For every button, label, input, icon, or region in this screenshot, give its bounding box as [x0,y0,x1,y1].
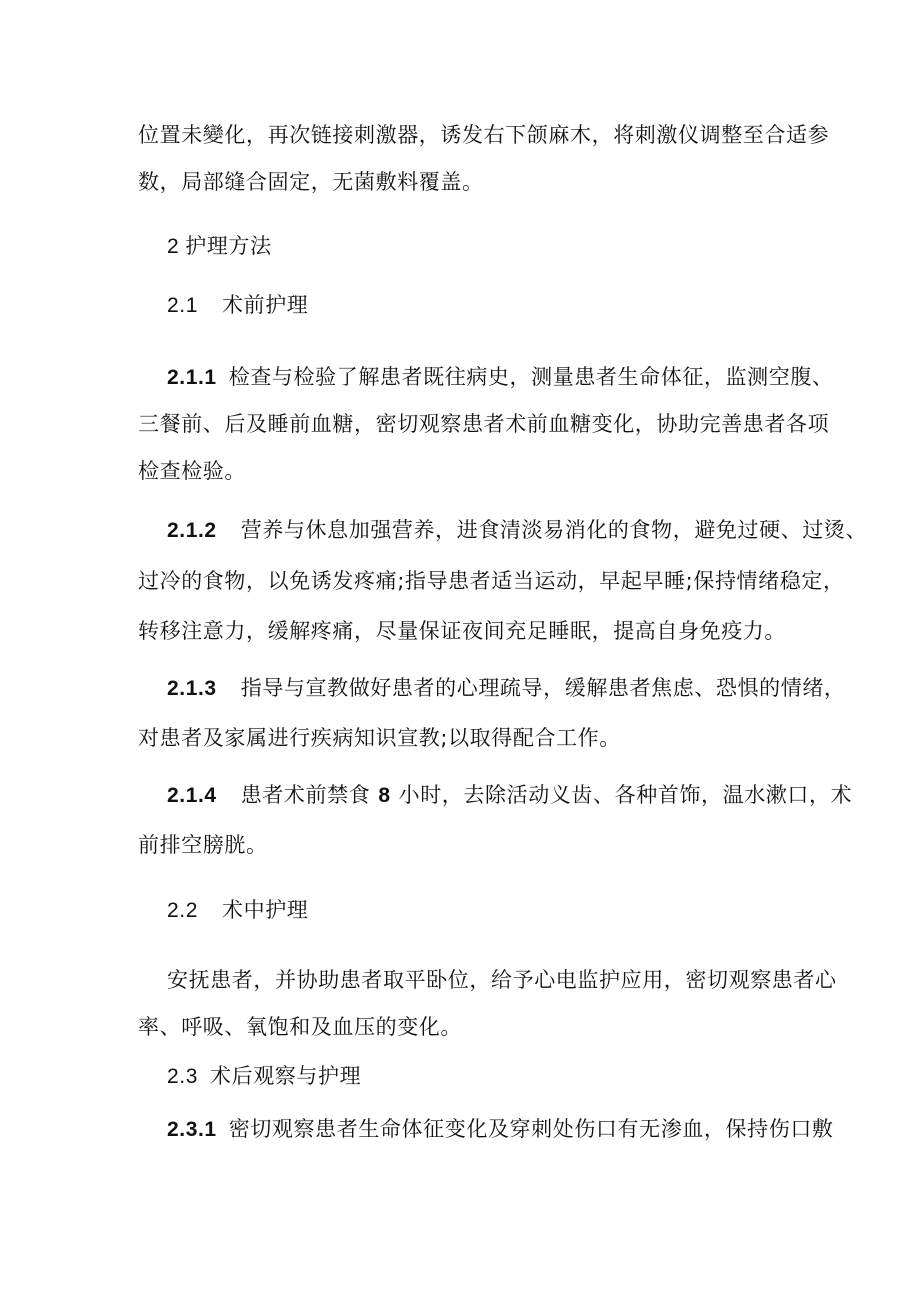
paragraph-text: 患者术前禁食 [240,783,371,807]
paragraph-line: 数，局部缝合固定，无菌敷料覆盖。 [138,170,484,194]
heading-number: 2.3 [167,1065,198,1088]
paragraph-text: 小时，去除活动义齿、各种首饰，温水漱口，术 [398,783,853,807]
subsection-2-1-1 [167,362,834,393]
section-heading-2-2 [167,895,308,926]
paragraph-line: 营养与休息加强营养，进食清淡易消化的食物，避免过硬、过烫、 [240,518,868,542]
subsection-2-1-4 [167,780,852,811]
paragraph-line: 指导与宣教做好患者的心理疏导，缓解患者焦虑、恐惧的情绪， [240,676,846,700]
heading-text: 术中护理 [222,898,309,922]
subsection-2-1-3 [167,673,846,704]
subsection-number: 2.3.1 [167,1118,217,1141]
paragraph-line: 对患者及家属进行疾病知识宣教;以取得配合工作。 [138,726,621,750]
paragraph-line: 位置未變化，再次链接刺激器，诱发右下颌麻木，将刺激仪调整至合适参 [138,123,830,147]
subsection-number: 2.1.1 [167,366,217,389]
paragraph-line: 三餐前、后及睡前血糖，密切观察患者术前血糖变化，协助完善患者各项 [138,412,830,436]
heading-number: 2.1 [167,294,198,317]
paragraph-line: 安抚患者，并协助患者取平卧位，给予心电监护应用，密切观察患者心 [167,968,837,992]
paragraph-line: 前排空膀胱。 [138,833,268,857]
hours-value: 8 [378,784,391,807]
subsection-2-3-1 [167,1114,834,1145]
paragraph-line: 检查检验。 [138,459,246,483]
subsection-number: 2.1.2 [167,519,217,542]
subsection-2-1-2 [167,515,867,546]
section-heading-2-3 [167,1061,361,1092]
paragraph-line: 率、呼吸、氧饱和及血压的变化。 [138,1015,462,1039]
paragraph-line: 转移注意力，缓解疼痛，尽量保证夜间充足睡眠，提高自身免疫力。 [138,619,786,643]
section-heading-2-1 [167,290,308,321]
heading-text: 护理方法 [185,234,272,258]
heading-text: 术后观察与护理 [210,1064,362,1088]
paragraph-line: 检查与检验了解患者既往病史，测量患者生命体征，监测空腹、 [228,365,834,389]
heading-text: 术前护理 [222,293,309,317]
subsection-number: 2.1.4 [167,784,217,807]
heading-number: 2.2 [167,899,198,922]
heading-number: 2 [167,235,180,258]
paragraph-line: 过冷的食物，以免诱发疼痛;指导患者适当运动，早起早睡;保持情绪稳定， [138,569,845,593]
paragraph-line: 密切观察患者生命体征变化及穿刺处伤口有无渗血，保持伤口敷 [228,1117,834,1141]
subsection-number: 2.1.3 [167,677,217,700]
section-heading-2 [167,231,272,262]
